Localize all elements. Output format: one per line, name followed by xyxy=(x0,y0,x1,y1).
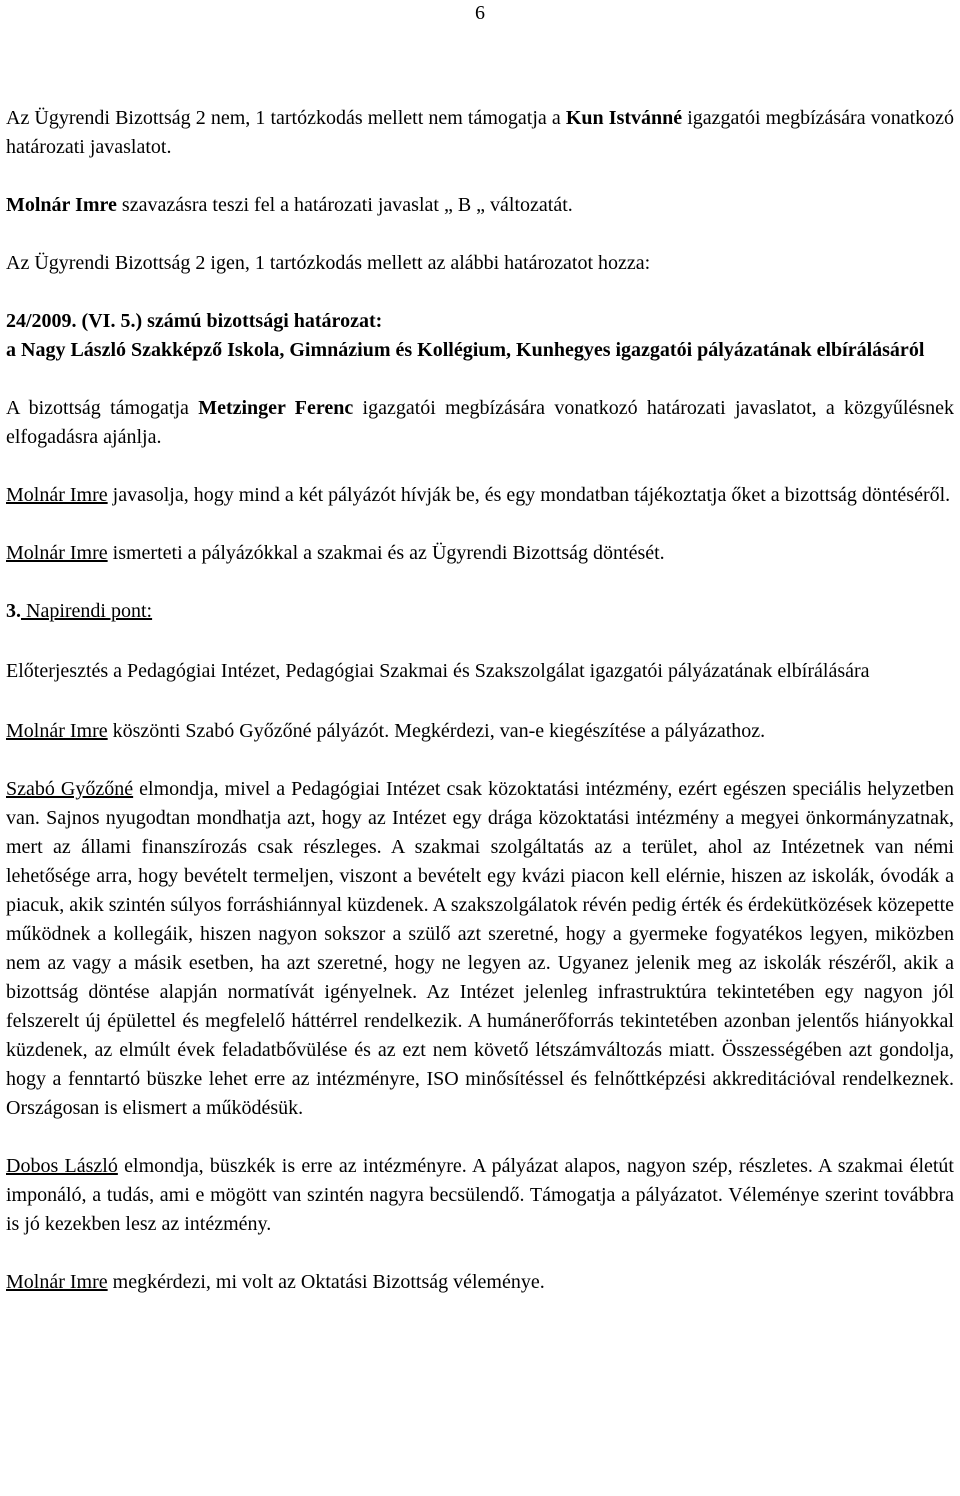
agenda-label: Napirendi pont: xyxy=(21,600,153,622)
paragraph-support xyxy=(6,394,954,452)
speaker-name: Molnár Imre xyxy=(6,484,108,506)
agenda-heading xyxy=(6,597,954,626)
text: A bizottság támogatja xyxy=(6,397,199,419)
text: igazgatói megbízására vonatkozó határozati javaslatot, a közgyűlésnek elfogadásra ajánlja. xyxy=(6,397,954,448)
person-name: Kun Istvánné xyxy=(565,107,683,129)
text: ismerteti a pályázókkal a szakmai és az Ügyrendi Bizottság döntését. xyxy=(107,542,665,564)
paragraph-question xyxy=(6,1268,954,1297)
paragraph-vote-kun xyxy=(6,104,954,162)
text: megkérdezi, mi volt az Oktatási Bizottság véleménye. xyxy=(107,1271,545,1293)
speaker-name: Molnár Imre xyxy=(6,1271,108,1293)
paragraph-proposal-title: Előterjesztés a Pedagógiai Intézet, Pedagógiai Szakmai és Szakszolgálat igazgatói pályázatának elbírálására xyxy=(6,660,870,682)
document-body xyxy=(6,104,954,1297)
paragraph-greeting xyxy=(6,717,954,746)
speaker-name: Molnár Imre xyxy=(6,720,108,742)
resolution-title xyxy=(6,307,954,336)
text: szavazásra teszi fel a határozati javaslat „ B „ változatát. xyxy=(116,194,573,216)
person-name: Molnár Imre xyxy=(6,194,117,216)
text: elmondja, büszkék is erre az intézményre. A pályázat alapos, nagyon szép, részletes. A szakmai életút imponáló, a tudás, ami e mögött van szintén nagyra becsülendő. Támogatja a pályázatot. Véleménye szerint továbbra is jó kezekben lesz az intézmény. xyxy=(6,1155,954,1235)
paragraph-szabo-statement xyxy=(6,775,954,1123)
speaker-name: Dobos László xyxy=(6,1155,118,1177)
paragraph-inform xyxy=(6,539,954,568)
resolution-number: 24/2009. (VI. 5.) számú bizottsági határozat: xyxy=(6,310,383,332)
person-name: Metzinger Ferenc xyxy=(198,397,354,419)
agenda-number: 3. xyxy=(6,600,21,622)
paragraph-vote-result: Az Ügyrendi Bizottság 2 igen, 1 tartózkodás mellett az alábbi határozatot hozza: xyxy=(6,252,651,274)
text: elmondja, mivel a Pedagógiai Intézet csak közoktatási intézmény, ezért egészen speciális helyzetben van. Sajnos nyugodtan mondhatja azt, hogy az Intézet egy drága közoktatási intézmény a megyei önkormányzatnak, mert az állami finanszírozás csak részleges. A szakmai szolgáltatás az a terület, ahol az Intézetnek van némi lehetősége arra, hogy bevételt termeljen, viszont a bevételt egy kvázi piacon kell elérnie, hiszen az iskolák, óvodák a piacuk, akik szintén súlyos forráshiánnyal küzdenek. A szakszolgálatok révén pedig érték és érdekütközések közepette működnek a kollegáik, hiszen nagyon sokszor a szülő azt szeretné, hogy a gyermeke fogyatékos legyen, miközben nem az vagy a másik esetben, ha azt szeretné, hogy ne legyen az. Ugyanez jelenik meg az iskolák részéről, akik a bizottság döntése alapján normatívát igényelnek. Az Intézet jelenleg infrastruktúra tekintetében egy nagyon jól felszerelt új épülettel és megfelelő háttérrel rendelkezik. A humánerőforrás tekintetében azonban jelentős hiányokkal küzdenek, az elmúlt évek feladatbővülése és az ezt nem követő létszámváltozás miatt. Összességében azt gondolja, hogy a fenntartó büszke lehet erre az intézményre, ISO minősítéssel és felnőttképzési akkreditációval rendelkeznek. Országosan is elismert a működésük. xyxy=(6,778,954,1119)
speaker-name: Szabó Győzőné xyxy=(6,778,134,800)
paragraph-dobos-statement xyxy=(6,1152,954,1239)
paragraph-proposal xyxy=(6,481,954,510)
text: köszönti Szabó Győzőné pályázót. Megkérdezi, van-e kiegészítése a pályázathoz. xyxy=(107,720,766,742)
text: igazgatói megbízására vonatkozó határozati javaslatot. xyxy=(6,107,955,158)
speaker-name: Molnár Imre xyxy=(6,542,108,564)
text: Az Ügyrendi Bizottság 2 nem, 1 tartózkodás mellett nem támogatja a xyxy=(6,107,566,129)
page-number: 6 xyxy=(475,2,485,24)
paragraph-vote-call xyxy=(6,191,954,220)
resolution-subject xyxy=(6,336,954,365)
resolution-subject-text: a Nagy László Szakképző Iskola, Gimnázium és Kollégium, Kunhegyes igazgatói pályázatának elbírálásáról xyxy=(6,339,925,361)
text: javasolja, hogy mind a két pályázót hívják be, és egy mondatban tájékoztatja őket a bizottság döntéséről. xyxy=(107,484,951,506)
